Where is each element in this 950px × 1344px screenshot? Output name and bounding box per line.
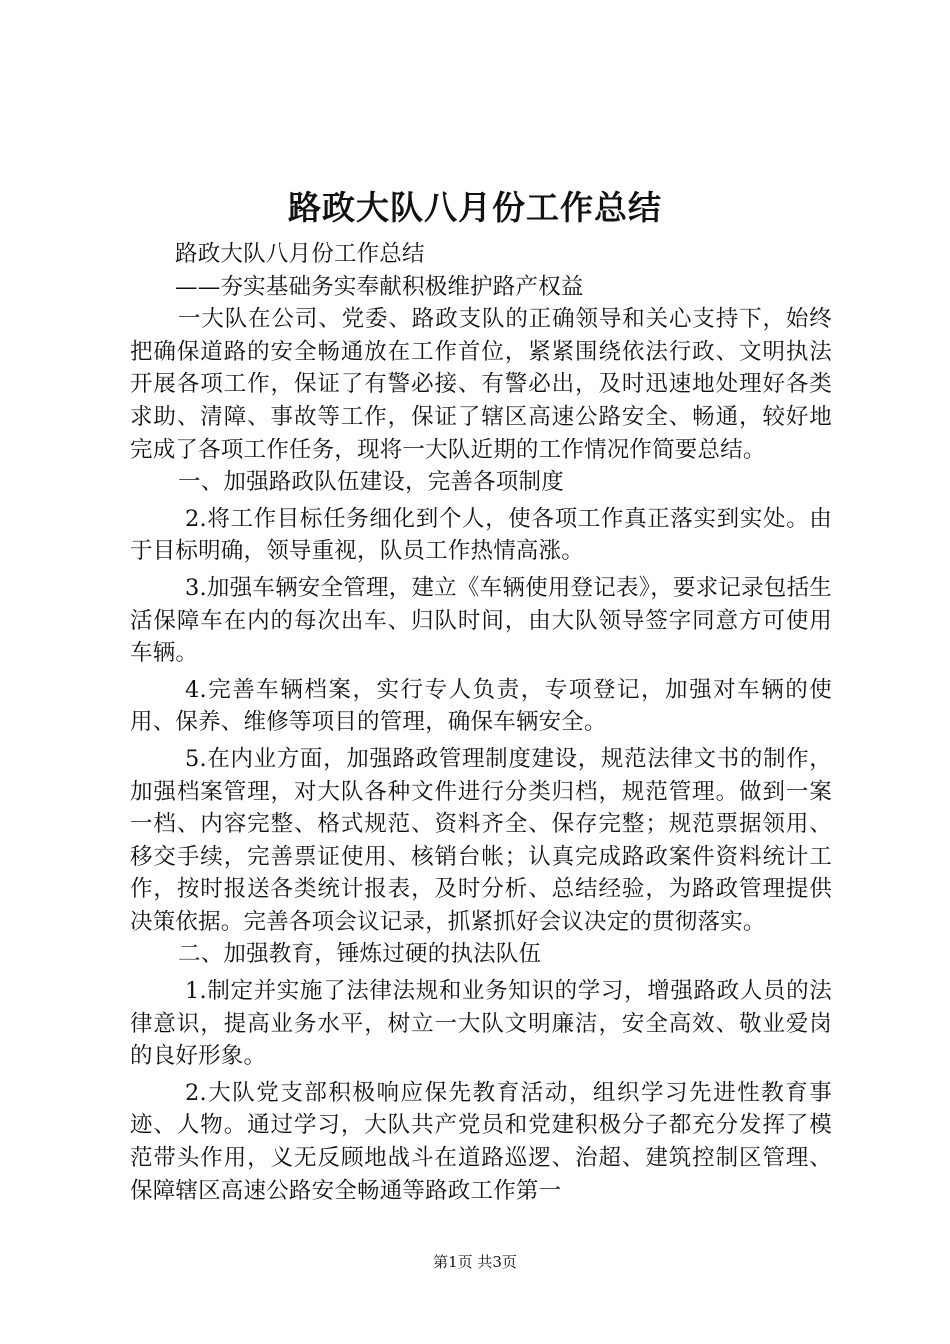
paragraph-item: 2.将工作目标任务细化到个人，使各项工作真正落实到实处。由于目标明确，领导重视，队员工作热情高涨。	[130, 505, 832, 565]
paragraph-item: 3.加强车辆安全管理，建立《车辆使用登记表》，要求记录包括生活保障车在内的每次出车、归队时间，由大队领导签字同意方可使用车辆。	[130, 574, 832, 667]
section-heading-1: 一、加强路政队伍建设，完善各项制度	[178, 469, 564, 496]
paragraph-item: 5.在内业方面，加强路政管理制度建设，规范法律文书的制作，加强档案管理，对大队各种文件进行分类归档，规范管理。做到一案一档、内容完整、格式规范、资料齐全、保存完整；规范票据领用、移交手续，完善票证使用、核销台帐；认真完成路政案件资料统计工作，按时报送各类统计报表，及时分析、总结经验，为路政管理提供决策依据。完善各项会议记录，抓紧抓好会议决定的贯彻落实。	[130, 745, 832, 935]
subtitle-line-2: ——夯实基础务实奉献积极维护路产权益	[175, 273, 584, 300]
paragraph-item: 2.大队党支部积极响应保先教育活动，组织学习先进性教育事迹、人物。通过学习，大队共产党员和党建积极分子都充分发挥了模范带头作用，义无反顾地战斗在道路巡逻、治超、建筑控制区管理、保障辖区高速公路安全畅通等路政工作第一	[130, 1079, 832, 1204]
page-footer: 第1页 共3页	[433, 1253, 517, 1271]
paragraph-item: 1.制定并实施了法律法规和业务知识的学习，增强路政人员的法律意识，提高业务水平，树立一大队文明廉洁，安全高效、敬业爱岗的良好形象。	[130, 978, 832, 1070]
paragraph-intro: 一大队在公司、党委、路政支队的正确领导和关心支持下，始终把确保道路的安全畅通放在工作首位，紧紧围绕依法行政、文明执法开展各项工作，保证了有警必接、有警必出，及时迅速地处理好各类求助、清障、事故等工作，保证了辖区高速公路安全、畅通，较好地完成了各项工作任务，现将一大队近期的工作情况作简要总结。	[130, 306, 832, 463]
paragraph-item: 4.完善车辆档案，实行专人负责，专项登记，加强对车辆的使用、保养、维修等项目的管理，确保车辆安全。	[130, 676, 832, 736]
document-body	[130, 238, 832, 1207]
document-title: 路政大队八月份工作总结	[288, 188, 662, 227]
subtitle-line-1: 路政大队八月份工作总结	[175, 241, 425, 267]
section-heading-2: 二、加强教育，锤炼过硬的执法队伍	[178, 941, 542, 968]
